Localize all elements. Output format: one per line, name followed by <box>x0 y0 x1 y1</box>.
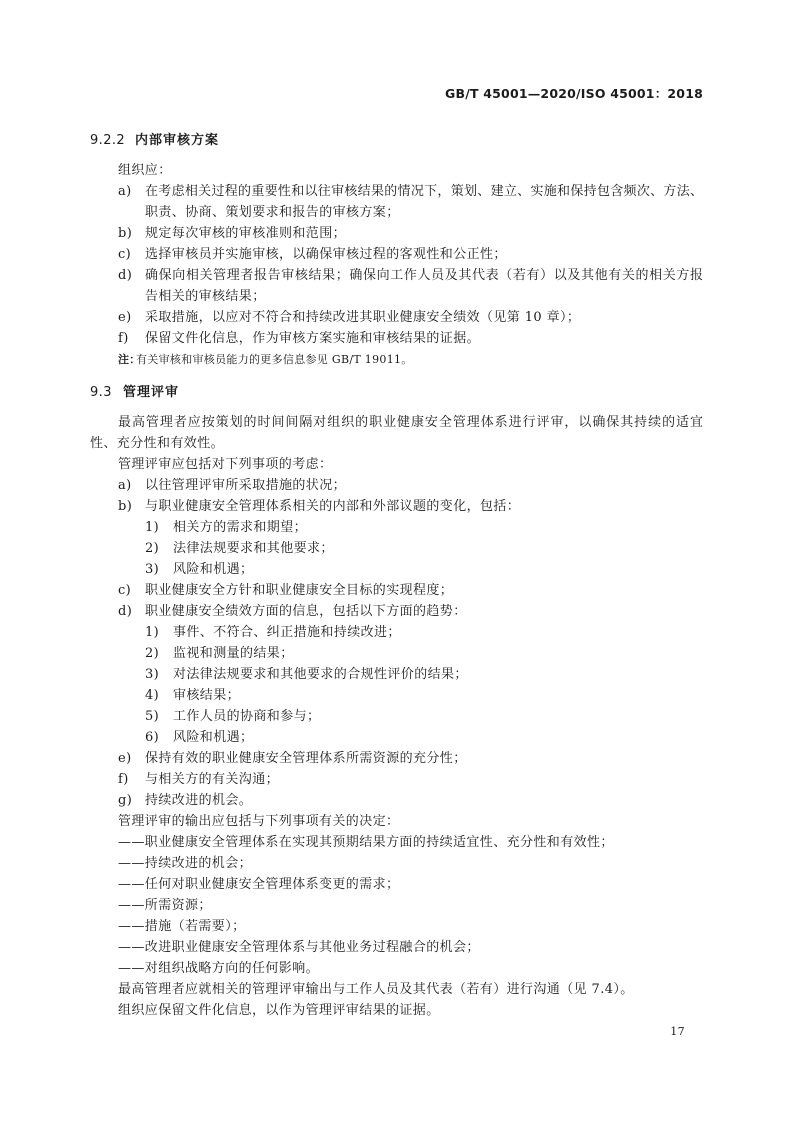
section-title: 管理评审 <box>123 385 180 400</box>
section-title: 内部审核方案 <box>135 133 220 148</box>
paragraph <box>0 811 793 832</box>
sub-list-item <box>0 727 793 748</box>
paragraph <box>0 454 793 475</box>
list-text: 持续改进的机会。 <box>145 793 253 808</box>
dash-list-text: ——对组织战略方向的任何影响。 <box>118 961 320 976</box>
dash-list-text: ——措施（若需要）； <box>118 919 246 934</box>
section-heading-9-2-2 <box>0 130 793 151</box>
sub-list-text: 风险和机遇； <box>173 562 254 577</box>
paragraph <box>0 412 793 433</box>
paragraph-continuation <box>0 433 793 454</box>
sub-list-text: 相关方的需求和期望； <box>173 520 308 535</box>
sub-list-item <box>0 706 793 727</box>
sub-list-text: 工作人员的协商和参与； <box>173 709 321 724</box>
sub-list-item <box>0 559 793 580</box>
list-label: a) <box>118 478 132 493</box>
dash-list-item <box>0 874 793 895</box>
list-label: d) <box>118 604 133 619</box>
list-item-continuation <box>0 286 793 307</box>
list-item <box>0 601 793 622</box>
sub-list-text: 法律法规要求和其他要求； <box>173 541 334 556</box>
sub-list-item <box>0 685 793 706</box>
list-item <box>0 475 793 496</box>
sub-list-label: 4) <box>145 688 160 703</box>
paragraph <box>0 1000 793 1021</box>
dash-list-item <box>0 937 793 958</box>
list-label: d) <box>118 268 133 283</box>
sub-list-text: 事件、不符合、纠正措施和持续改进； <box>173 625 401 640</box>
list-item <box>0 307 793 328</box>
list-text: 在考虑相关过程的重要性和以往审核结果的情况下，策划、建立、实施和保持包含频次、方法、 <box>145 184 703 199</box>
sub-list-item <box>0 538 793 559</box>
list-item <box>0 769 793 790</box>
standard-code: GB/T 45001—2020/ISO 45001：2018 <box>445 86 703 101</box>
list-label: b) <box>118 499 133 514</box>
sub-list-item <box>0 622 793 643</box>
list-label: b) <box>118 226 133 241</box>
dash-list-item <box>0 958 793 979</box>
paragraph-text: 管理评审的输出应包括与下列事项有关的决定： <box>118 814 400 829</box>
paragraph <box>0 160 793 181</box>
list-label: f) <box>118 331 129 346</box>
list-label: a) <box>118 184 132 199</box>
dash-list-text: ——持续改进的机会； <box>118 856 253 871</box>
sub-list-label: 2) <box>145 541 160 556</box>
list-item <box>0 328 793 349</box>
sub-list-item <box>0 664 793 685</box>
list-item <box>0 496 793 517</box>
paragraph-text: 管理评审应包括对下列事项的考虑： <box>118 457 333 472</box>
section-number: 9.3 <box>90 385 112 400</box>
list-text: 选择审核员并实施审核，以确保审核过程的客观性和公正性； <box>145 247 507 262</box>
paragraph-text: 性、充分性和有效性。 <box>90 436 225 451</box>
sub-list-item <box>0 643 793 664</box>
paragraph-text: 组织应保留文件化信息，以作为管理评审结果的证据。 <box>118 1003 440 1018</box>
list-item <box>0 223 793 244</box>
sub-list-label: 1) <box>145 520 160 535</box>
list-label: e) <box>118 751 132 766</box>
intro-text: 组织应： <box>118 163 172 178</box>
sub-list-label: 1) <box>145 625 160 640</box>
list-item <box>0 790 793 811</box>
dash-list-text: ——职业健康安全管理体系在实现其预期结果方面的持续适宜性、充分性和有效性； <box>118 835 614 850</box>
note-label: 注： <box>118 353 141 366</box>
list-item <box>0 748 793 769</box>
dash-list-item <box>0 916 793 937</box>
list-label: c) <box>118 583 132 598</box>
dash-list-item <box>0 853 793 874</box>
list-item <box>0 265 793 286</box>
list-text: 职责、协商、策划要求和报告的审核方案； <box>145 205 400 220</box>
list-text: 保留文件化信息，作为审核方案实施和审核结果的证据。 <box>145 331 481 346</box>
paragraph <box>0 979 793 1000</box>
dash-list-item <box>0 832 793 853</box>
list-text: 与职业健康安全管理体系相关的内部和外部议题的变化，包括： <box>145 499 521 514</box>
list-text: 职业健康安全方针和职业健康安全目标的实现程度； <box>145 583 454 598</box>
list-label: c) <box>118 247 132 262</box>
list-text: 保持有效的职业健康安全管理体系所需资源的充分性； <box>145 751 467 766</box>
sub-list-label: 3) <box>145 562 160 577</box>
running-header <box>0 83 793 104</box>
sub-list-text: 对法律法规要求和其他要求的合规性评价的结果； <box>173 667 468 682</box>
list-item-continuation <box>0 202 793 223</box>
dash-list-item <box>0 895 793 916</box>
list-text: 确保向相关管理者报告审核结果；确保向工作人员及其代表（若有）以及其他有关的相关方报 <box>145 268 703 283</box>
list-label: f) <box>118 772 129 787</box>
sub-list-text: 风险和机遇； <box>173 730 254 745</box>
dash-list-text: ——改进职业健康安全管理体系与其他业务过程融合的机会； <box>118 940 480 955</box>
list-text: 以往管理评审所采取措施的状况； <box>145 478 347 493</box>
page-footer <box>0 1021 793 1042</box>
paragraph-text: 最高管理者应按策划的时间间隔对组织的职业健康安全管理体系进行评审，以确保其持续的适宜 <box>118 415 703 430</box>
sub-list-label: 2) <box>145 646 160 661</box>
list-text: 职业健康安全绩效方面的信息，包括以下方面的趋势： <box>145 604 467 619</box>
sub-list-label: 6) <box>145 730 160 745</box>
dash-list-text: ——任何对职业健康安全管理体系变更的需求； <box>118 877 400 892</box>
list-text: 告相关的审核结果； <box>145 289 266 304</box>
list-text: 与相关方的有关沟通； <box>145 772 280 787</box>
sub-list-text: 审核结果； <box>173 688 241 703</box>
section-number: 9.2.2 <box>90 133 126 148</box>
list-item <box>0 181 793 202</box>
list-item <box>0 244 793 265</box>
dash-list-text: ——所需资源； <box>118 898 212 913</box>
list-item <box>0 580 793 601</box>
note <box>0 349 793 370</box>
list-text: 规定每次审核的审核准则和范围； <box>145 226 347 241</box>
sub-list-label: 3) <box>145 667 160 682</box>
sub-list-item <box>0 517 793 538</box>
section-heading-9-3 <box>0 382 793 403</box>
note-text: 有关审核和审核员能力的更多信息参见 GB/T 19011。 <box>136 353 413 366</box>
page-number: 17 <box>670 1025 685 1038</box>
sub-list-text: 监视和测量的结果； <box>173 646 294 661</box>
list-text: 采取措施，以应对不符合和持续改进其职业健康安全绩效（见第 10 章）； <box>145 310 581 325</box>
list-label: g) <box>118 793 133 808</box>
paragraph-text: 最高管理者应就相关的管理评审输出与工作人员及其代表（若有）进行沟通（见 7.4）。 <box>118 982 634 997</box>
list-label: e) <box>118 310 132 325</box>
sub-list-label: 5) <box>145 709 160 724</box>
